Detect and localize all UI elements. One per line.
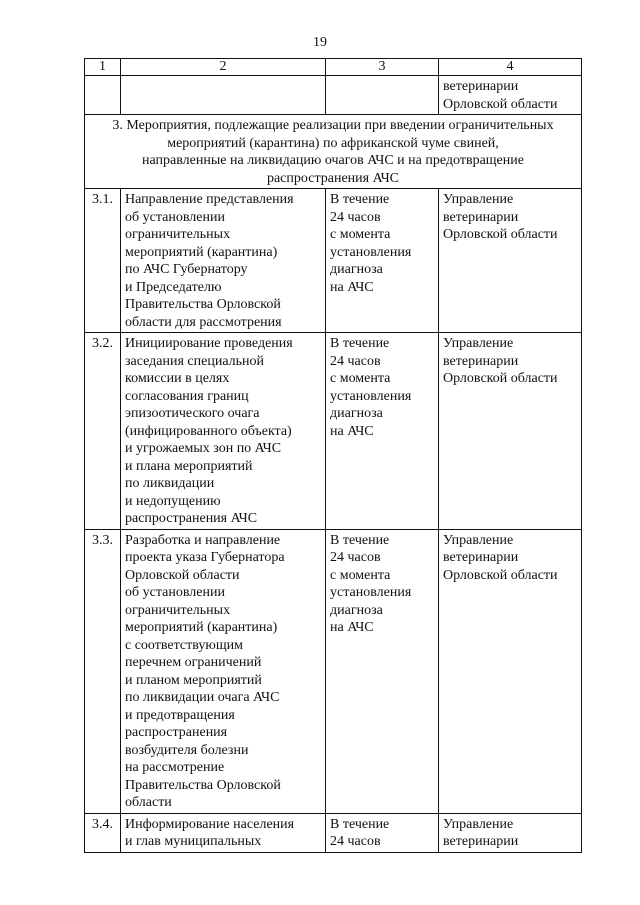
cell-line: ветеринарии — [443, 209, 519, 225]
cell-line: Управление — [443, 336, 514, 351]
cell-line: 24 часов — [330, 353, 381, 369]
responsible-cell — [439, 76, 582, 115]
empty-cell — [85, 76, 121, 115]
action-cell — [121, 813, 326, 852]
cell-line: ветеринарии — [443, 79, 519, 94]
cell-line: перечнем ограничений — [125, 655, 262, 670]
cell-line: Орловской области — [443, 567, 558, 583]
cell-line: Информирование населения — [125, 816, 295, 832]
cell-line: Правительства Орловской — [125, 297, 281, 312]
cell-line: и предотвращения — [125, 707, 235, 723]
cell-line: по ликвидации — [125, 476, 215, 491]
cell-line: на АЧС — [330, 423, 374, 439]
cell-line: заседания специальной — [125, 353, 265, 369]
cell-line: проекта указа Губернатора — [125, 550, 285, 565]
page-number: 19 — [313, 35, 327, 50]
cell-line: установления — [330, 388, 412, 404]
cell-line: Орловской области — [443, 371, 558, 386]
section-title-line: направленные на ликвидацию очагов АЧС и на предотвращение — [142, 153, 524, 168]
responsible-cell — [439, 813, 582, 852]
cell-line: ветеринарии — [443, 550, 519, 565]
cell-line: по АЧС Губернатору — [125, 262, 248, 277]
cell-line: по ликвидации очага АЧС — [125, 690, 280, 705]
cell-line: 24 часов — [330, 209, 381, 225]
responsible-cell — [439, 529, 582, 813]
term-cell — [326, 813, 439, 852]
cell-line: Управление — [443, 532, 514, 548]
responsible-cell — [439, 333, 582, 530]
continuation-row — [85, 76, 582, 115]
cell-line: Управление — [443, 192, 514, 207]
cell-line: ограничительных — [125, 227, 231, 242]
cell-line: на АЧС — [330, 279, 374, 295]
item-number: 3.3. — [85, 529, 121, 813]
cell-line: В течение — [330, 336, 390, 351]
cell-line: с момента — [330, 567, 391, 583]
cell-line: Разработка и направление — [125, 532, 281, 548]
cell-line: с момента — [330, 227, 391, 242]
section-title-line: мероприятий (карантина) по африканской чуме свиней, — [167, 135, 499, 151]
cell-line: диагноза — [330, 262, 383, 277]
empty-cell — [121, 76, 326, 115]
cell-line: мероприятий (карантина) — [125, 244, 278, 260]
cell-line: диагноза — [330, 602, 383, 618]
cell-line: с момента — [330, 371, 391, 386]
cell-line: Инициирование проведения — [125, 336, 293, 351]
action-cell — [121, 529, 326, 813]
cell-line: эпизоотического очага — [125, 406, 260, 421]
measure-row — [85, 813, 582, 852]
term-cell — [326, 189, 439, 333]
cell-line: Орловской области — [443, 96, 558, 112]
action-cell — [121, 189, 326, 333]
section-title — [85, 115, 582, 189]
cell-line: 24 часов — [330, 834, 381, 849]
measure-row — [85, 189, 582, 333]
cell-line: и угрожаемых зон по АЧС — [125, 441, 282, 456]
cell-line: В течение — [330, 532, 390, 548]
cell-line: диагноза — [330, 406, 383, 421]
cell-line: об установлении — [125, 585, 225, 600]
cell-line: 24 часов — [330, 550, 381, 565]
cell-line: Правительства Орловской — [125, 777, 281, 793]
term-cell — [326, 529, 439, 813]
cell-line: и Председателю — [125, 279, 222, 295]
cell-line: комиссии в целях — [125, 371, 230, 386]
cell-line: ветеринарии — [443, 834, 519, 849]
column-number: 1 — [85, 59, 121, 76]
cell-line: согласования границ — [125, 388, 249, 404]
cell-line: об установлении — [125, 209, 225, 225]
cell-line: Орловской области — [125, 567, 240, 583]
cell-line: и глав муниципальных — [125, 834, 262, 849]
section-heading-row — [85, 115, 582, 189]
item-number: 3.4. — [85, 813, 121, 852]
column-number-row — [85, 59, 582, 76]
column-number: 4 — [439, 59, 582, 76]
item-number: 3.1. — [85, 189, 121, 333]
cell-line: ограничительных — [125, 602, 231, 618]
cell-line: В течение — [330, 816, 390, 832]
cell-line: возбудителя болезни — [125, 742, 249, 758]
cell-line: и планом мероприятий — [125, 672, 262, 688]
empty-cell — [326, 76, 439, 115]
measure-row — [85, 529, 582, 813]
cell-line: установления — [330, 585, 412, 600]
term-cell — [326, 333, 439, 530]
cell-line: и недопущению — [125, 493, 221, 509]
cell-line: области для рассмотрения — [125, 314, 282, 330]
cell-line: Направление представления — [125, 192, 294, 207]
action-cell — [121, 333, 326, 530]
measures-table — [84, 58, 582, 853]
item-number: 3.2. — [85, 333, 121, 530]
responsible-cell — [439, 189, 582, 333]
section-title-line: распространения АЧС — [266, 170, 400, 186]
cell-line: (инфицированного объекта) — [125, 423, 292, 439]
cell-line: установления — [330, 244, 412, 260]
cell-line: на рассмотрение — [125, 760, 225, 775]
cell-line: Управление — [443, 816, 514, 832]
section-title-line: 3. Мероприятия, подлежащие реализации при введении ограничительных — [112, 118, 554, 133]
cell-line: распространения — [125, 725, 228, 740]
measure-row — [85, 333, 582, 530]
cell-line: ветеринарии — [443, 353, 519, 369]
cell-line: на АЧС — [330, 620, 374, 635]
cell-line: мероприятий (карантина) — [125, 620, 278, 635]
cell-line: с соответствующим — [125, 637, 243, 653]
cell-line: и плана мероприятий — [125, 458, 253, 474]
cell-line: распространения АЧС — [125, 511, 258, 526]
column-number: 2 — [121, 59, 326, 76]
column-number: 3 — [326, 59, 439, 76]
cell-line: Орловской области — [443, 227, 558, 242]
cell-line: области — [125, 795, 172, 810]
cell-line: В течение — [330, 192, 390, 207]
table-body — [85, 59, 582, 853]
